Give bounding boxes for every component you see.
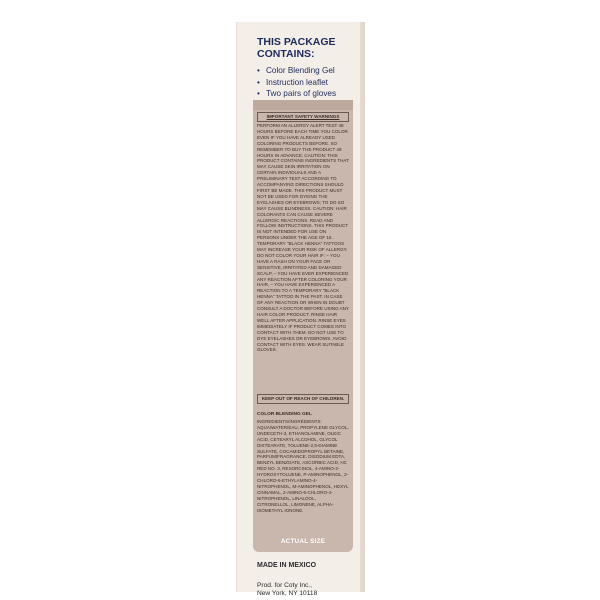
made-in-label: MADE IN MEXICO	[257, 562, 317, 569]
keep-out-notice: KEEP OUT OF REACH OF CHILDREN.	[257, 394, 349, 404]
tube-crimp	[253, 100, 353, 110]
producer-line-2: New York, NY 10118	[257, 590, 318, 597]
list-item: • Two pairs of gloves	[257, 88, 357, 100]
actual-size-label: ACTUAL SIZE	[280, 538, 326, 545]
box-edge-shadow	[361, 22, 365, 592]
package-contents-title: THIS PACKAGE CONTAINS:	[257, 36, 336, 60]
ingredients-text: INGREDIENTS/INGRÉDIENTS: AQUA/WATER/EAU, PROPYLENE GLYCOL, UNDECETH-3, ETHANOLAMINE, OLEIC ACID, CETEARYL ALCOHOL, GLYCOL DISTEARATE, TOLUENE-2,5-DIAMINE SULFATE, COCAMIDOPROPYL BETAINE, PARFUM/FRAGRANCE, DISODIUM EDTA, BENZYL BENZOATE, ASCORBIC ACID, HC RED NO. 3, RESORCINOL, 4-AMINO-2-HYDROXYTOLUENE, P-AMINOPHENOL, 2-CHLORO-6-ETHYLAMINO-4-NITROPHENOL, M-AMINOPHENOL, HEXYL CINNAMAL, 2-AMINO-6-CHLORO-4-NITROPHENOL, LINALOOL, CITRONELLOL, LIMONENE, ALPHA-ISOMETHYL IONONE.	[257, 419, 349, 513]
safety-warnings-text: PERFORM AN ALLERGY ALERT TEST 48 HOURS BEFORE EACH TIME YOU COLOR EVEN IF YOU HAVE ALREADY USED COLORING PRODUCTS BEFORE. SO REMEMBER TO BUY THE PRODUCT 48 HOURS IN ADVANCE. CAUTION: THIS PRODUCT CONTAINS INGREDIENTS THAT MAY CAUSE SKIN IRRITATION ON CERTAIN INDIVIDUALS AND A PRELIMINARY TEST ACCORDING TO ACCOMPANYING DIRECTIONS SHOULD FIRST BE MADE. THIS PRODUCT MUST NOT BE USED FOR DYEING THE EYELASHES OR EYEBROWS; TO DO SO MAY CAUSE BLINDNESS. CAUTION: HAIR COLORANTS CAN CAUSE SEVERE ALLERGIC REACTIONS. READ AND FOLLOW INSTRUCTIONS. THIS PRODUCT IS NOT INTENDED FOR USE ON PERSONS UNDER THE AGE OF 16. TEMPORARY "BLACK HENNA" TATTOOS MAY INCREASE YOUR RISK OF ALLERGY. DO NOT COLOR YOUR HAIR IF: – YOU HAVE A RASH ON YOUR FACE OR SENSITIVE, IRRITATED AND DAMAGED SCALP, – YOU HAVE EVER EXPERIENCED ANY REACTION AFTER COLORING YOUR HAIR, – YOU HAVE EXPERIENCED A REACTION TO A TEMPORARY "BLACK HENNA" TATTOO IN THE PAST. IN CASE OF ANY REACTION OR WHEN IN DOUBT CONSULT A DOCTOR BEFORE USING ANY HAIR COLOR PRODUCT. RINSE HAIR WELL AFTER APPLICATION. RINSE EYES IMMEDIATELY IF PRODUCT COMES INTO CONTACT WITH THEM. DO NOT USE TO DYE EYELASHES OR EYEBROWS. AVOID CONTACT WITH EYES. WEAR SUITABLE GLOVES.	[257, 123, 349, 353]
producer-address	[257, 582, 357, 598]
package-contents	[257, 36, 357, 100]
ingredients-title: COLOR BLENDING GEL	[257, 412, 312, 417]
list-item: • Color Blending Gel	[257, 65, 357, 77]
list-item: • Instruction leaflet	[257, 77, 357, 89]
product-box-side-panel	[236, 22, 361, 597]
package-contents-list	[257, 65, 357, 100]
safety-warnings-heading: IMPORTANT SAFETY WARNINGS	[257, 112, 349, 122]
producer-line-1: Prod. for Coty Inc.,	[257, 582, 312, 589]
